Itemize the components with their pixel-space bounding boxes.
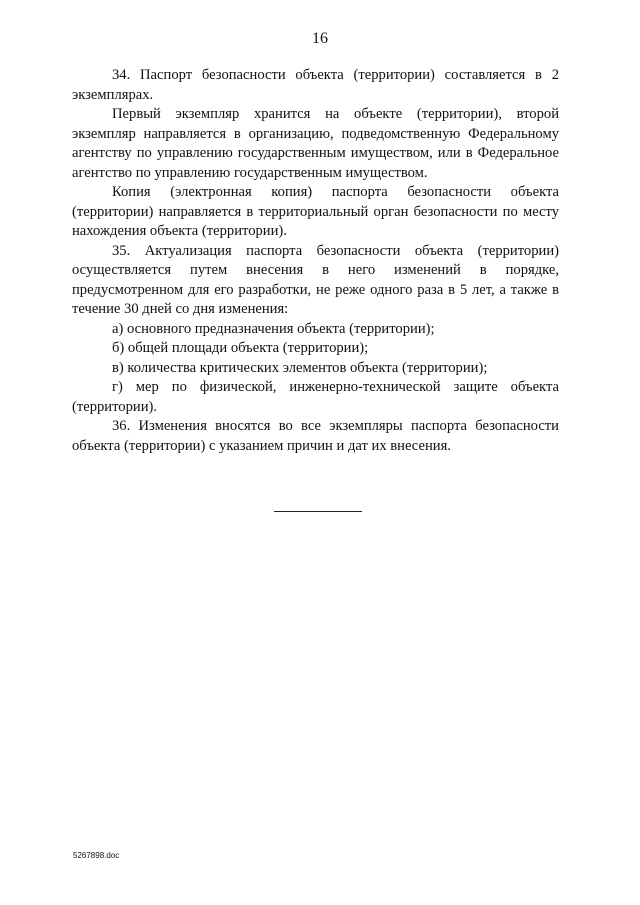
paragraph-first-copy: Первый экземпляр хранится на объекте (территории), второй экземпляр направляется в организацию, подведомственную Федеральному агентству по управлению государственным имуществом, или в Федеральное агентство по управлению государственным имуществом.: [72, 106, 559, 181]
footer-file-code: 5267898.doc: [73, 851, 120, 860]
end-divider-line: [274, 511, 362, 512]
paragraph-34: 34. Паспорт безопасности объекта (территории) составляется в 2 экземплярах.: [72, 67, 559, 103]
paragraph-electronic-copy: Копия (электронная копия) паспорта безопасности объекта (территории) направляется в территориальный орган безопасности по месту нахождения объекта (территории).: [72, 184, 559, 239]
list-item-a: а) основного предназначения объекта (территории);: [112, 320, 435, 337]
page-number: 16: [312, 30, 328, 47]
list-item-v: в) количества критических элементов объекта (территории);: [112, 359, 488, 376]
list-item-g: г) мер по физической, инженерно-технической защите объекта (территории).: [72, 379, 559, 415]
list-item-b: б) общей площади объекта (территории);: [112, 340, 369, 356]
paragraph-36: 36. Изменения вносятся во все экземпляры паспорта безопасности объекта (территории) с указанием причин и дат их внесения.: [72, 418, 559, 454]
document-body: [72, 66, 559, 456]
paragraph-35: 35. Актуализация паспорта безопасности объекта (территории) осуществляется путем внесения в него изменений в порядке, предусмотренном для его разработки, не реже одного раза в 5 лет, а также в течение 30 дней со дня изменения:: [72, 242, 559, 317]
